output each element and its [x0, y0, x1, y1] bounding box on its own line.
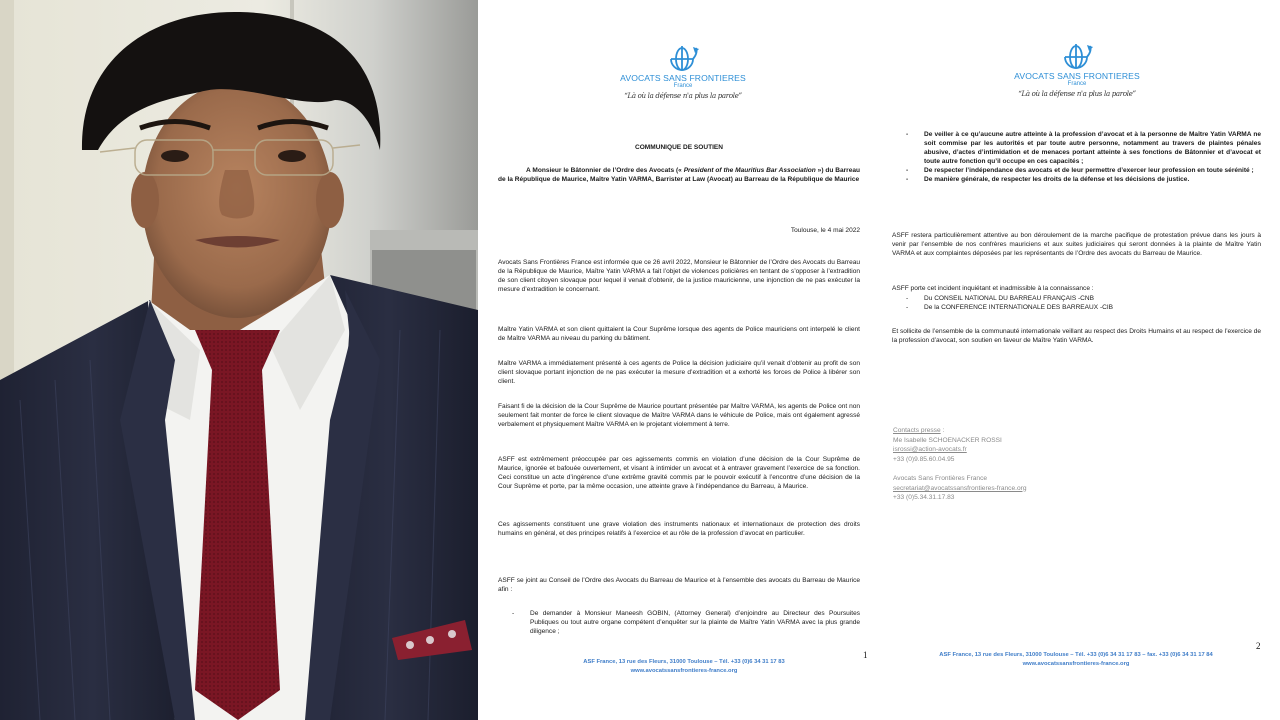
- page-title: COMMUNIQUE DE SOUTIEN: [634, 144, 724, 151]
- paragraph-attentive: ASFF restera particulièrement attentive au bon déroulement de la marche pacifique de protestation prévue dans les jours à venir par l’ensemble de nos confrères mauriciens et aux suites judiciaires qui seront données à la plainte de Maître Yatin VARMA et aux complaintes déposées par les représentants de l’Ordre des avocats du Barreau de Maurice.: [892, 232, 1261, 258]
- paragraph-2: Maître Yatin VARMA et son client quittaient la Cour Suprême lorsque des agents de Police mauriciens ont interpelé le client de Maître VARMA au niveau du parking du bâtiment.: [498, 326, 860, 343]
- addressee-text-end: ») du Barreau de la République de Maurice, Maître Yatin VARMA, Barrister at Law (Avocat) au Barreau de la République de Maurice: [498, 167, 860, 184]
- paragraph-4: Faisant fi de la décision de la Cour Suprême de Maurice pourtant présentée par Maître VARMA, les agents de Police ont non seulement fait monter de force le client slovaque de Maître VARMA dans le véhicule de Police, mais ont également agressé verbalement et physiquement Maître VARMA en le projetant violemment à terre.: [498, 403, 860, 429]
- notice-list: [906, 294, 1261, 312]
- notice-item: - Du CONSEIL NATIONAL DU BARREAU FRANÇAIS -CNB: [906, 294, 1261, 303]
- contact-person: Me Isabelle SCHOENACKER ROSSI: [893, 436, 1002, 444]
- asf-logo: [598, 45, 768, 100]
- demand-item: - De respecter l’indépendance des avocats et de leur permettre d’exercer leur profession en toute sérénité ;: [906, 166, 1261, 175]
- notice-item: - De la CONFERENCE INTERNATIONALE DES BARREAUX -CIB: [906, 303, 1261, 312]
- addressee: [498, 166, 860, 184]
- logo-country: France: [673, 83, 693, 89]
- contact-org-phone: +33 (0)5.34.31.17.83: [893, 494, 955, 502]
- demand-item: - De veiller à ce qu’aucune autre atteinte à la profession d’avocat et à la personne de Maître Yatin VARMA ne soit commise par les autorités et par toute autre personne, notamment au travers de plaintes pénales abusive, d’actes d’intimidation et de menaces portant atteinte à ses fonctions de Bâtonnier et d’avocat et toute autre fonction qu’il occupe en ces capacités ;: [906, 130, 1261, 166]
- page-number: 1: [863, 650, 868, 660]
- footer-website: www.avocatssansfrontieres-france.org: [1022, 660, 1130, 667]
- paragraph-3: Maître VARMA a immédiatement présenté à ces agents de Police la décision judiciaire qu’il venait d’obtenir au profit de son client slovaque portant injonction de ne pas exécuter la mesure d’extradition et a exhorté les forces de Police à libérer son client.: [498, 360, 860, 386]
- portrait-illustration: [0, 0, 478, 720]
- footer-address: ASF France, 13 rue des Fleurs, 31000 Toulouse – Tél. +33 (0)6 34 31 17 83: [583, 659, 785, 665]
- date-line: Toulouse, le 4 mai 2022: [790, 227, 860, 234]
- logo-name: AVOCATS SANS FRONTIERES: [1014, 71, 1140, 81]
- join-intro: ASFF se joint au Conseil de l’Ordre des Avocats du Barreau de Maurice et à l’ensemble des avocats du Barreau de Maurice afin :: [498, 577, 860, 594]
- contact-org: Avocats Sans Frontières France: [893, 474, 988, 482]
- paragraph-5: ASFF est extrêmement préoccupée par ces agissements commis en violation d’une décision de la Cour Suprême de Maurice, ignorée et bafouée ouvertement, et visant à intimider un avocat et à entraver gravement l’exercice de sa fonction. Ceci constitue un acte d’ingérence d’une extrême gravité commis par le pouvoir exécutif à l’encontre d’une décision de la Cour Suprême et porte, par la même occasion, une atteinte grave à l’indépendance du Barreau, à Maurice.: [498, 456, 860, 491]
- document-page-2: [880, 0, 1280, 720]
- contacts-heading: [893, 426, 1193, 436]
- demand-item: - De demander à Monsieur Maneesh GOBIN, (Attorney General) d’enjoindre au Directeur des Poursuites Publiques ou tout autre organe compétent d’enquêter sur la plainte de Maître Yatin VARMA avec la plus grande diligence ;: [512, 609, 860, 636]
- contact-person-phone: +33 (0)9.85.60.04.95: [893, 455, 955, 463]
- contact-person-email-link[interactable]: isrossi@action-avocats.fr: [893, 446, 967, 454]
- contact-org-email-link[interactable]: secretariat@avocatssansfrontieres-france.org: [893, 484, 1027, 492]
- page-number: 2: [1256, 641, 1261, 651]
- document-page-1: [478, 0, 880, 720]
- contacts-label-suffix: :: [940, 427, 945, 434]
- portrait-photo: [0, 0, 478, 720]
- demand-item: - De manière générale, de respecter les droits de la défense et les décisions de justice.: [906, 175, 1261, 184]
- footer-website: www.avocatssansfrontieres-france.org: [630, 667, 738, 674]
- page-footer: [498, 658, 870, 675]
- page-footer: [886, 651, 1266, 668]
- footer-address: ASF France, 13 rue des Fleurs, 31000 Toulouse – Tél. +33 (0)6 34 31 17 83 – fax. +33 (0)6 34 31 17 84: [939, 652, 1213, 658]
- demand-list-1: [512, 609, 860, 636]
- logo-country: France: [1067, 81, 1087, 87]
- logo-motto: “Là où la défense n'a plus la parole”: [1018, 90, 1136, 98]
- paragraph-6: Ces agissements constituent une grave violation des instruments nationaux et internationaux de protection des droits humains en général, et des principes relatifs à l’exercice et au rôle de la profession d’avocat en particulier.: [498, 521, 860, 538]
- logo-motto: “Là où la défense n'a plus la parole”: [624, 92, 742, 100]
- globe-arrow-icon: [666, 45, 700, 71]
- notice-intro: ASFF porte cet incident inquiétant et inadmissible à la connaissance :: [892, 285, 1094, 292]
- globe-arrow-icon: [1060, 43, 1094, 69]
- asf-logo: [992, 43, 1162, 98]
- addressee-italic: President of the Mauritius Bar Association: [683, 167, 816, 174]
- addressee-text: A Monsieur le Bâtonnier de l’Ordre des Avocats («: [526, 167, 684, 174]
- demand-list-2: [906, 130, 1261, 185]
- logo-name: AVOCATS SANS FRONTIERES: [620, 73, 746, 83]
- paragraph-solicit: Et sollicite de l’ensemble de la communauté internationale veillant au respect des Droits Humains et au respect de l’exercice de la profession d’avocat, son soutien en faveur de Maître Yatin VARMA.: [892, 328, 1262, 345]
- paragraph-1: Avocats Sans Frontières France est informée que ce 26 avril 2022, Monsieur le Bâtonnier de l’Ordre des Avocats du Barreau de la République de Maurice, Maître Yatin VARMA a fait l’objet de violences policières en tentant de s’opposer à l’extradition de son client citoyen slovaque pour lequel il venait d’obtenir, de la justice mauricienne, une injonction de ne pas exécuter la mesure d’extradition le concernant.: [498, 259, 860, 294]
- contacts-label: Contacts presse: [893, 427, 941, 434]
- press-contacts: [893, 426, 1193, 503]
